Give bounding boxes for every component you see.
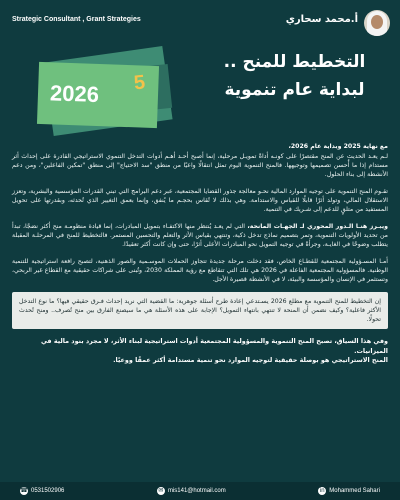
contact-linkedin (318, 487, 380, 495)
paragraph-csr: أمـا المسـؤولية المجتمعية للقطـاع الخاص، فقد دخلت مرحلة جديدة تتجاوز الحملات الموسـمية والصور الذهنية، لتصبح رافعة استراتيجية للتنمية الوطنية. فالمسؤولية المجتمعية الفاعلة في 2026 هي تلك التي تتقاطع مع رؤية المملكة 2030، وتُبنى على شراكات حقيقية مع القطاع غير الربحي، وتستثمر في الإنسان والمؤسسة والبيئة، لا في الأنشطة قصيرة الأجل. (12, 258, 388, 283)
note-digit: 5 (132, 71, 147, 95)
donors-text: التي لم يعـد يُنتظر منها الاكتفـاء بتمويل المبادرات، إنما قيادة منظومـة منح أكثر نضجًا، تبدأ من تحديد الأولويات التنموية، وتمر بتصميم نماذج تدخل ذكية، وتنتهي بقياس الأثر والتعلم والتحسين المستمر. فالتخطيط للمنح في المرحلـة المقبلة يتطلب وضوحًا في الغايـة، وجرأةً في توجيه التمويل نحو المبادرات الأعلى أثرًا، حتى وإن كانت أكثر تعقيدًا. (12, 223, 388, 248)
email-icon: ✉ (158, 488, 164, 494)
author-role: Strategic Consultant , Grant Strategies (12, 16, 141, 23)
linkedin-name: Mohammed Sahari (329, 488, 380, 494)
phone-icon: ☎ (20, 488, 28, 494)
author-avatar (364, 10, 390, 36)
intro-heading: مع نهاية 2025 وبداية عام 2026، (288, 143, 388, 150)
article-body (12, 142, 388, 366)
footer-contacts (0, 482, 400, 500)
key-questions-box: إن التخطيط للمنح التنموية مع مطلع 2026 يسـتدعي إعادة طرح أسئلة جوهرية: ما القضية التي نريد إحداث فـرق حقيقي فيها؟ ما نوع التدخل الأكثر فاعلية؟ وكيف نضمن أن المنحة لا تنتهي بانتهاء التمويل؟ الإجابة على هذه الأسئلة هي ما سيصنع الفارق بين منح تُصرف.. ومنح تُحدث تحولًا. (12, 292, 388, 329)
contact-phone (20, 487, 64, 495)
hero (18, 46, 382, 136)
donors-lead: ويبـرز هنـا الـدور المحوري لـ الجهـات المانحة، (247, 223, 388, 230)
header (10, 10, 390, 38)
contact-email (157, 487, 226, 495)
paragraph-donors (12, 222, 388, 249)
closing-line-1: وفي هذا السياق، تصبح المنح التنموية والمسؤولية المجتمعية أدوات استراتيجية لبناء الأثر، لا مجرد بنود مالية في الميزانيات. (40, 337, 388, 355)
paragraph-development-grants: تقـوم المنح التنموية على توجيه الموارد المالية نحـو معالجة جذور القضايا المجتمعية، عبر دعم البرامج التي تبني القدرات المؤسسية والبشرية، وتعزز الاستقلال المالي، وتولد أثرًا قابلًا للقياس والاستدامة. وهي بذلك لا تُقاس بحجـم ما يُنفق، وإنما بعمق التغيير الذي تُحدثه، وبقدرتها على تحويل المستفيد من متلقٍ للدعم إلى شـريك في التنمية. (12, 188, 388, 213)
email-address: mis141@hotmail.com (167, 488, 226, 494)
intro-text: لـم يعـد الحديث عن المنح مقتصرًا على كونـه أداةً تمويـل مرحلية، إنما أصبح أحـد أهـم أدوات التدخل التنموي الاستراتيجي القادرة على إحداث أثر مستدام إذا ما أُحسن تصميمها وتوجيهها. فالمنح التنموية اليوم تمثل انتقالًا واعيًا من منطق "سد الاحتياج" إلى منطق "تمكين الفاعلين"، ومن دعم الأنشطة إلى بناء الحلول. (12, 153, 388, 178)
paragraph-intro (12, 142, 388, 179)
author-name: أ.محمد سحاري (285, 14, 358, 25)
sticky-notes-illustration (18, 46, 188, 136)
note-year: 2026 (49, 80, 100, 108)
linkedin-icon: in (319, 488, 325, 494)
phone-number: 0531502906 (31, 488, 65, 494)
closing-line-2: المنح الاستراتيجي هو بوصلة حقيقية لتوجيه الموارد نحو تنمية مستدامة أكثر عمقًا ووعيًا. (113, 356, 388, 364)
article-title: التخطيط للمنح .. لبداية عام تنموية (223, 52, 366, 100)
